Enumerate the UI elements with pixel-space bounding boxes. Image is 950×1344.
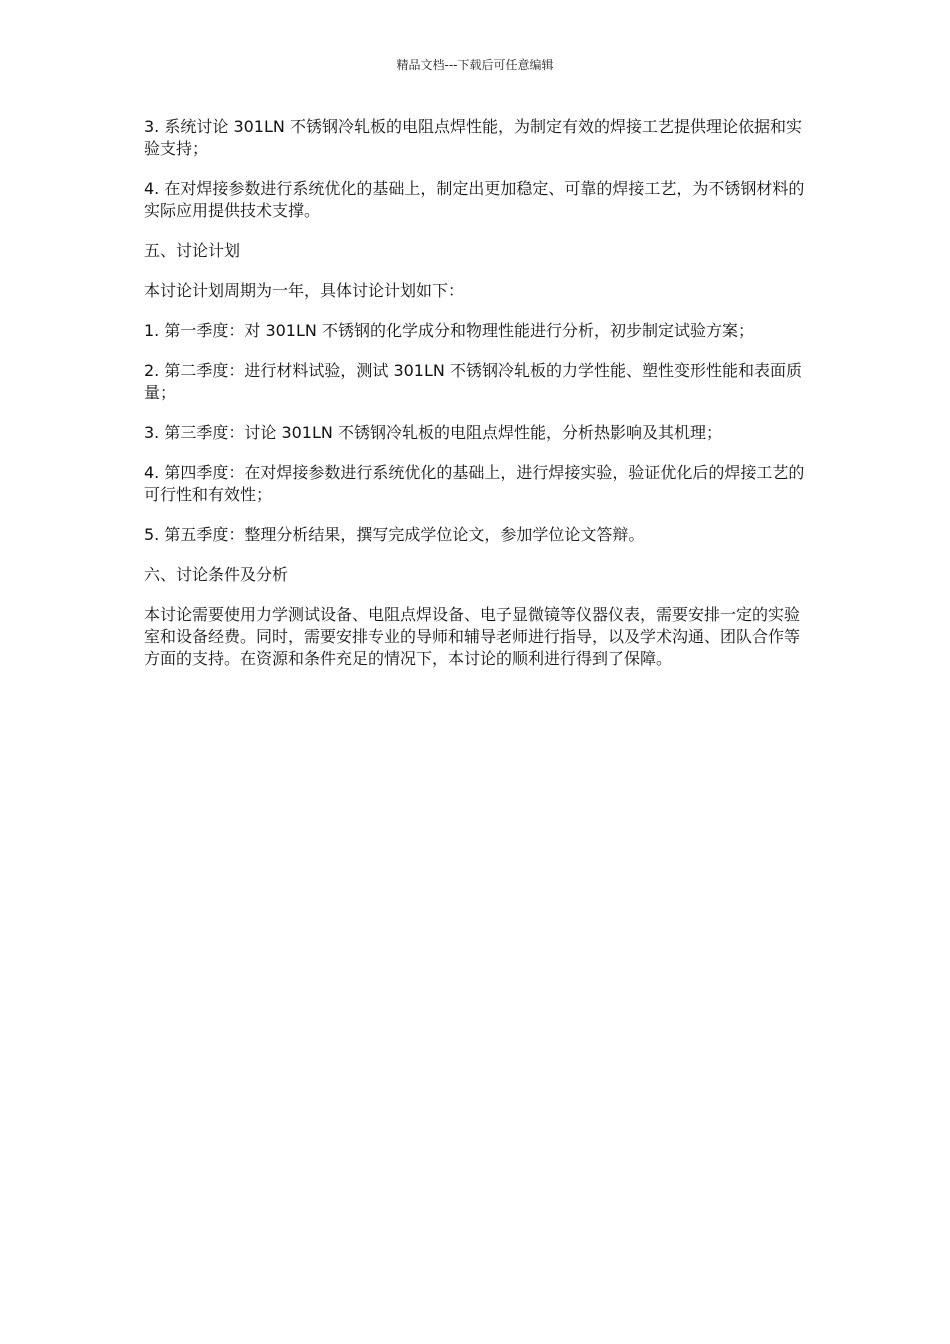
plan-item-3: 3. 第三季度：讨论 301LN 不锈钢冷轧板的电阻点焊性能，分析热影响及其机理； [144,423,722,442]
plan-intro: 本讨论计划周期为一年，具体讨论计划如下： [144,281,465,300]
plan-item-2: 2. 第二季度：进行材料试验，测试 301LN 不锈钢冷轧板的力学性能、塑性变形性能和表面质量； [144,361,802,402]
plan-item-4: 4. 第四季度：在对焊接参数进行系统优化的基础上，进行焊接实验，验证优化后的焊接工艺的可行性和有效性； [144,463,805,504]
conditions-paragraph: 本讨论需要使用力学测试设备、电阻点焊设备、电子显微镜等仪器仪表，需要安排一定的实验室和设备经费。同时，需要安排专业的导师和辅导老师进行指导，以及学术沟通、团队合作等方面的支持。在资源和条件充足的情况下，本讨论的顺利进行得到了保障。 [144,605,801,668]
document-body [144,116,806,688]
plan-item-5: 5. 第五季度：整理分析结果，撰写完成学位论文，参加学位论文答辩。 [144,525,645,544]
objective-item-4: 4. 在对焊接参数进行系统优化的基础上，制定出更加稳定、可靠的焊接工艺，为不锈钢材料的实际应用提供技术支撑。 [144,179,805,220]
page-header: 精品文档---下载后可任意编辑 [396,58,554,72]
section-heading-conditions: 六、讨论条件及分析 [144,565,289,584]
section-heading-plan: 五、讨论计划 [144,241,241,260]
plan-item-1: 1. 第一季度：对 301LN 不锈钢的化学成分和物理性能进行分析，初步制定试验方案； [144,321,754,340]
objective-item-3: 3. 系统讨论 301LN 不锈钢冷轧板的电阻点焊性能，为制定有效的焊接工艺提供理论依据和实验支持； [144,117,802,158]
